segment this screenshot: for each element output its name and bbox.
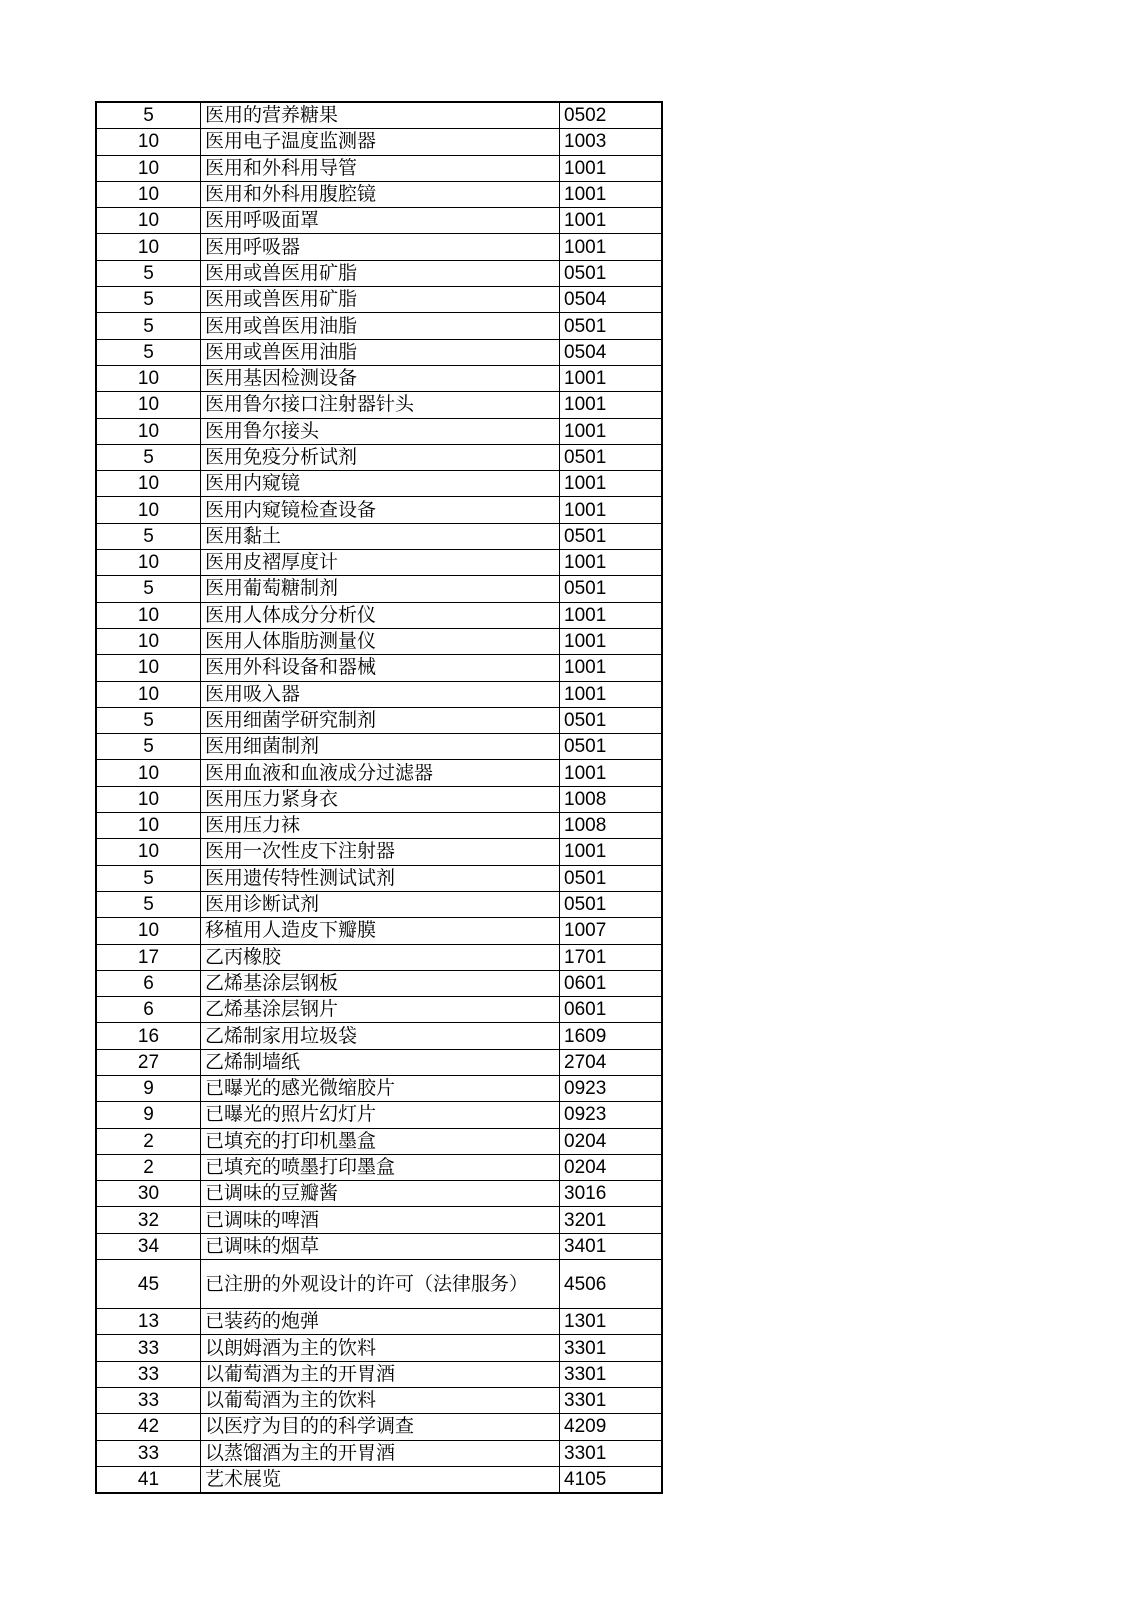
class-number-cell: 6	[96, 997, 201, 1023]
class-number-cell: 10	[96, 392, 201, 418]
group-code-cell: 1007	[560, 918, 663, 944]
class-number-cell: 45	[96, 1260, 201, 1309]
class-number-cell: 5	[96, 339, 201, 365]
group-code-cell: 1001	[560, 839, 663, 865]
table-row	[96, 497, 662, 523]
class-number-cell: 10	[96, 181, 201, 207]
class-number-cell: 5	[96, 865, 201, 891]
table-row	[96, 918, 662, 944]
class-number-cell: 10	[96, 155, 201, 181]
table-row	[96, 444, 662, 470]
goods-name-cell: 医用或兽医用矿脂	[201, 260, 560, 286]
table-row	[96, 234, 662, 260]
table-row	[96, 944, 662, 970]
group-code-cell: 1001	[560, 392, 663, 418]
goods-table-body	[96, 102, 662, 1493]
goods-name-cell: 医用葡萄糖制剂	[201, 576, 560, 602]
group-code-cell: 3301	[560, 1361, 663, 1387]
table-row	[96, 418, 662, 444]
goods-name-cell: 乙烯基涂层钢板	[201, 970, 560, 996]
class-number-cell: 5	[96, 260, 201, 286]
group-code-cell: 1001	[560, 550, 663, 576]
class-number-cell: 33	[96, 1387, 201, 1413]
goods-name-cell: 医用免疫分析试剂	[201, 444, 560, 470]
group-code-cell: 0501	[560, 260, 663, 286]
class-number-cell: 10	[96, 602, 201, 628]
table-row	[96, 891, 662, 917]
group-code-cell: 1001	[560, 418, 663, 444]
class-number-cell: 5	[96, 576, 201, 602]
table-row	[96, 1075, 662, 1101]
goods-classification-sheet	[95, 101, 633, 1494]
table-row	[96, 1233, 662, 1259]
group-code-cell: 3301	[560, 1440, 663, 1466]
class-number-cell: 17	[96, 944, 201, 970]
group-code-cell: 0504	[560, 339, 663, 365]
class-number-cell: 5	[96, 444, 201, 470]
goods-name-cell: 医用和外科用导管	[201, 155, 560, 181]
class-number-cell: 6	[96, 970, 201, 996]
goods-name-cell: 已调味的豆瓣酱	[201, 1181, 560, 1207]
class-number-cell: 2	[96, 1128, 201, 1154]
table-row	[96, 365, 662, 391]
goods-name-cell: 医用电子温度监测器	[201, 129, 560, 155]
goods-name-cell: 医用和外科用腹腔镜	[201, 181, 560, 207]
table-row	[96, 1154, 662, 1180]
goods-name-cell: 移植用人造皮下瓣膜	[201, 918, 560, 944]
table-row	[96, 1181, 662, 1207]
table-row	[96, 813, 662, 839]
goods-name-cell: 已曝光的照片幻灯片	[201, 1102, 560, 1128]
class-number-cell: 10	[96, 786, 201, 812]
group-code-cell: 3016	[560, 1181, 663, 1207]
table-row	[96, 129, 662, 155]
table-row	[96, 1128, 662, 1154]
table-row	[96, 523, 662, 549]
group-code-cell: 0204	[560, 1154, 663, 1180]
group-code-cell: 0923	[560, 1075, 663, 1101]
class-number-cell: 5	[96, 313, 201, 339]
table-row	[96, 550, 662, 576]
group-code-cell: 0502	[560, 102, 663, 129]
class-number-cell: 10	[96, 418, 201, 444]
group-code-cell: 1001	[560, 155, 663, 181]
goods-name-cell: 医用压力袜	[201, 813, 560, 839]
class-number-cell: 2	[96, 1154, 201, 1180]
class-number-cell: 30	[96, 1181, 201, 1207]
class-number-cell: 10	[96, 813, 201, 839]
goods-name-cell: 以葡萄酒为主的开胃酒	[201, 1361, 560, 1387]
table-row	[96, 1335, 662, 1361]
table-row	[96, 1102, 662, 1128]
table-row	[96, 181, 662, 207]
group-code-cell: 1008	[560, 813, 663, 839]
goods-name-cell: 乙丙橡胶	[201, 944, 560, 970]
group-code-cell: 0501	[560, 313, 663, 339]
class-number-cell: 34	[96, 1233, 201, 1259]
class-number-cell: 10	[96, 760, 201, 786]
class-number-cell: 33	[96, 1440, 201, 1466]
group-code-cell: 1301	[560, 1309, 663, 1335]
group-code-cell: 0501	[560, 444, 663, 470]
group-code-cell: 1609	[560, 1023, 663, 1049]
group-code-cell: 1001	[560, 602, 663, 628]
table-row	[96, 339, 662, 365]
class-number-cell: 13	[96, 1309, 201, 1335]
group-code-cell: 1001	[560, 181, 663, 207]
group-code-cell: 1001	[560, 208, 663, 234]
goods-name-cell: 医用皮褶厚度计	[201, 550, 560, 576]
table-row	[96, 997, 662, 1023]
group-code-cell: 2704	[560, 1049, 663, 1075]
goods-name-cell: 医用黏土	[201, 523, 560, 549]
group-code-cell: 1001	[560, 681, 663, 707]
goods-name-cell: 乙烯制家用垃圾袋	[201, 1023, 560, 1049]
goods-name-cell: 医用一次性皮下注射器	[201, 839, 560, 865]
class-number-cell: 32	[96, 1207, 201, 1233]
group-code-cell: 0501	[560, 891, 663, 917]
group-code-cell: 0501	[560, 734, 663, 760]
group-code-cell: 3301	[560, 1387, 663, 1413]
table-row	[96, 313, 662, 339]
class-number-cell: 5	[96, 287, 201, 313]
table-row	[96, 760, 662, 786]
goods-name-cell: 医用鲁尔接口注射器针头	[201, 392, 560, 418]
table-row	[96, 865, 662, 891]
table-row	[96, 602, 662, 628]
table-row	[96, 1023, 662, 1049]
table-row	[96, 681, 662, 707]
table-row	[96, 102, 662, 129]
table-row	[96, 1414, 662, 1440]
class-number-cell: 16	[96, 1023, 201, 1049]
group-code-cell: 0601	[560, 997, 663, 1023]
table-row	[96, 1207, 662, 1233]
class-number-cell: 10	[96, 365, 201, 391]
goods-name-cell: 医用或兽医用油脂	[201, 339, 560, 365]
goods-name-cell: 医用鲁尔接头	[201, 418, 560, 444]
class-number-cell: 42	[96, 1414, 201, 1440]
group-code-cell: 0923	[560, 1102, 663, 1128]
class-number-cell: 10	[96, 471, 201, 497]
table-row	[96, 628, 662, 654]
group-code-cell: 4105	[560, 1466, 663, 1493]
table-row	[96, 655, 662, 681]
table-row	[96, 471, 662, 497]
table-row	[96, 1361, 662, 1387]
goods-name-cell: 医用血液和血液成分过滤器	[201, 760, 560, 786]
table-row	[96, 1440, 662, 1466]
class-number-cell: 10	[96, 208, 201, 234]
table-row	[96, 208, 662, 234]
table-row	[96, 1466, 662, 1493]
goods-name-cell: 已调味的烟草	[201, 1233, 560, 1259]
group-code-cell: 0204	[560, 1128, 663, 1154]
group-code-cell: 0504	[560, 287, 663, 313]
goods-name-cell: 医用内窥镜检查设备	[201, 497, 560, 523]
class-number-cell: 5	[96, 891, 201, 917]
class-number-cell: 27	[96, 1049, 201, 1075]
class-number-cell: 5	[96, 707, 201, 733]
goods-name-cell: 乙烯制墙纸	[201, 1049, 560, 1075]
group-code-cell: 1008	[560, 786, 663, 812]
goods-name-cell: 以医疗为目的的科学调查	[201, 1414, 560, 1440]
goods-name-cell: 已填充的打印机墨盒	[201, 1128, 560, 1154]
group-code-cell: 0501	[560, 523, 663, 549]
table-row	[96, 1309, 662, 1335]
goods-name-cell: 已装药的炮弹	[201, 1309, 560, 1335]
table-row	[96, 970, 662, 996]
class-number-cell: 41	[96, 1466, 201, 1493]
group-code-cell: 0501	[560, 707, 663, 733]
goods-name-cell: 医用吸入器	[201, 681, 560, 707]
table-row	[96, 1260, 662, 1309]
goods-table	[95, 101, 663, 1494]
goods-name-cell: 以蒸馏酒为主的开胃酒	[201, 1440, 560, 1466]
table-row	[96, 260, 662, 286]
goods-name-cell: 医用的营养糖果	[201, 102, 560, 129]
class-number-cell: 10	[96, 918, 201, 944]
goods-name-cell: 医用内窥镜	[201, 471, 560, 497]
goods-name-cell: 已注册的外观设计的许可（法律服务）	[201, 1260, 560, 1309]
goods-name-cell: 已填充的喷墨打印墨盒	[201, 1154, 560, 1180]
goods-name-cell: 医用外科设备和器械	[201, 655, 560, 681]
goods-name-cell: 医用人体成分分析仪	[201, 602, 560, 628]
goods-name-cell: 已曝光的感光微缩胶片	[201, 1075, 560, 1101]
table-row	[96, 786, 662, 812]
group-code-cell: 1001	[560, 365, 663, 391]
goods-name-cell: 医用诊断试剂	[201, 891, 560, 917]
goods-name-cell: 以朗姆酒为主的饮料	[201, 1335, 560, 1361]
group-code-cell: 1003	[560, 129, 663, 155]
group-code-cell: 1001	[560, 471, 663, 497]
class-number-cell: 10	[96, 234, 201, 260]
class-number-cell: 9	[96, 1102, 201, 1128]
class-number-cell: 10	[96, 628, 201, 654]
class-number-cell: 5	[96, 523, 201, 549]
class-number-cell: 10	[96, 497, 201, 523]
goods-name-cell: 医用呼吸面罩	[201, 208, 560, 234]
group-code-cell: 3301	[560, 1335, 663, 1361]
table-row	[96, 576, 662, 602]
table-row	[96, 1387, 662, 1413]
class-number-cell: 10	[96, 655, 201, 681]
group-code-cell: 3201	[560, 1207, 663, 1233]
group-code-cell: 4506	[560, 1260, 663, 1309]
goods-name-cell: 医用或兽医用油脂	[201, 313, 560, 339]
group-code-cell: 0601	[560, 970, 663, 996]
table-row	[96, 839, 662, 865]
group-code-cell: 3401	[560, 1233, 663, 1259]
goods-name-cell: 艺术展览	[201, 1466, 560, 1493]
goods-name-cell: 乙烯基涂层钢片	[201, 997, 560, 1023]
goods-name-cell: 医用基因检测设备	[201, 365, 560, 391]
class-number-cell: 10	[96, 129, 201, 155]
group-code-cell: 1001	[560, 234, 663, 260]
group-code-cell: 1001	[560, 760, 663, 786]
class-number-cell: 10	[96, 839, 201, 865]
table-row	[96, 734, 662, 760]
group-code-cell: 1001	[560, 497, 663, 523]
group-code-cell: 0501	[560, 576, 663, 602]
class-number-cell: 10	[96, 550, 201, 576]
class-number-cell: 33	[96, 1335, 201, 1361]
goods-name-cell: 医用或兽医用矿脂	[201, 287, 560, 313]
class-number-cell: 5	[96, 734, 201, 760]
goods-name-cell: 医用压力紧身衣	[201, 786, 560, 812]
goods-name-cell: 已调味的啤酒	[201, 1207, 560, 1233]
class-number-cell: 9	[96, 1075, 201, 1101]
goods-name-cell: 医用细菌制剂	[201, 734, 560, 760]
class-number-cell: 33	[96, 1361, 201, 1387]
table-row	[96, 392, 662, 418]
goods-name-cell: 医用遗传特性测试试剂	[201, 865, 560, 891]
group-code-cell: 1701	[560, 944, 663, 970]
class-number-cell: 10	[96, 681, 201, 707]
class-number-cell: 5	[96, 102, 201, 129]
group-code-cell: 1001	[560, 628, 663, 654]
table-row	[96, 155, 662, 181]
table-row	[96, 1049, 662, 1075]
table-row	[96, 287, 662, 313]
goods-name-cell: 以葡萄酒为主的饮料	[201, 1387, 560, 1413]
group-code-cell: 1001	[560, 655, 663, 681]
goods-name-cell: 医用呼吸器	[201, 234, 560, 260]
goods-name-cell: 医用人体脂肪测量仪	[201, 628, 560, 654]
group-code-cell: 4209	[560, 1414, 663, 1440]
table-row	[96, 707, 662, 733]
group-code-cell: 0501	[560, 865, 663, 891]
goods-name-cell: 医用细菌学研究制剂	[201, 707, 560, 733]
